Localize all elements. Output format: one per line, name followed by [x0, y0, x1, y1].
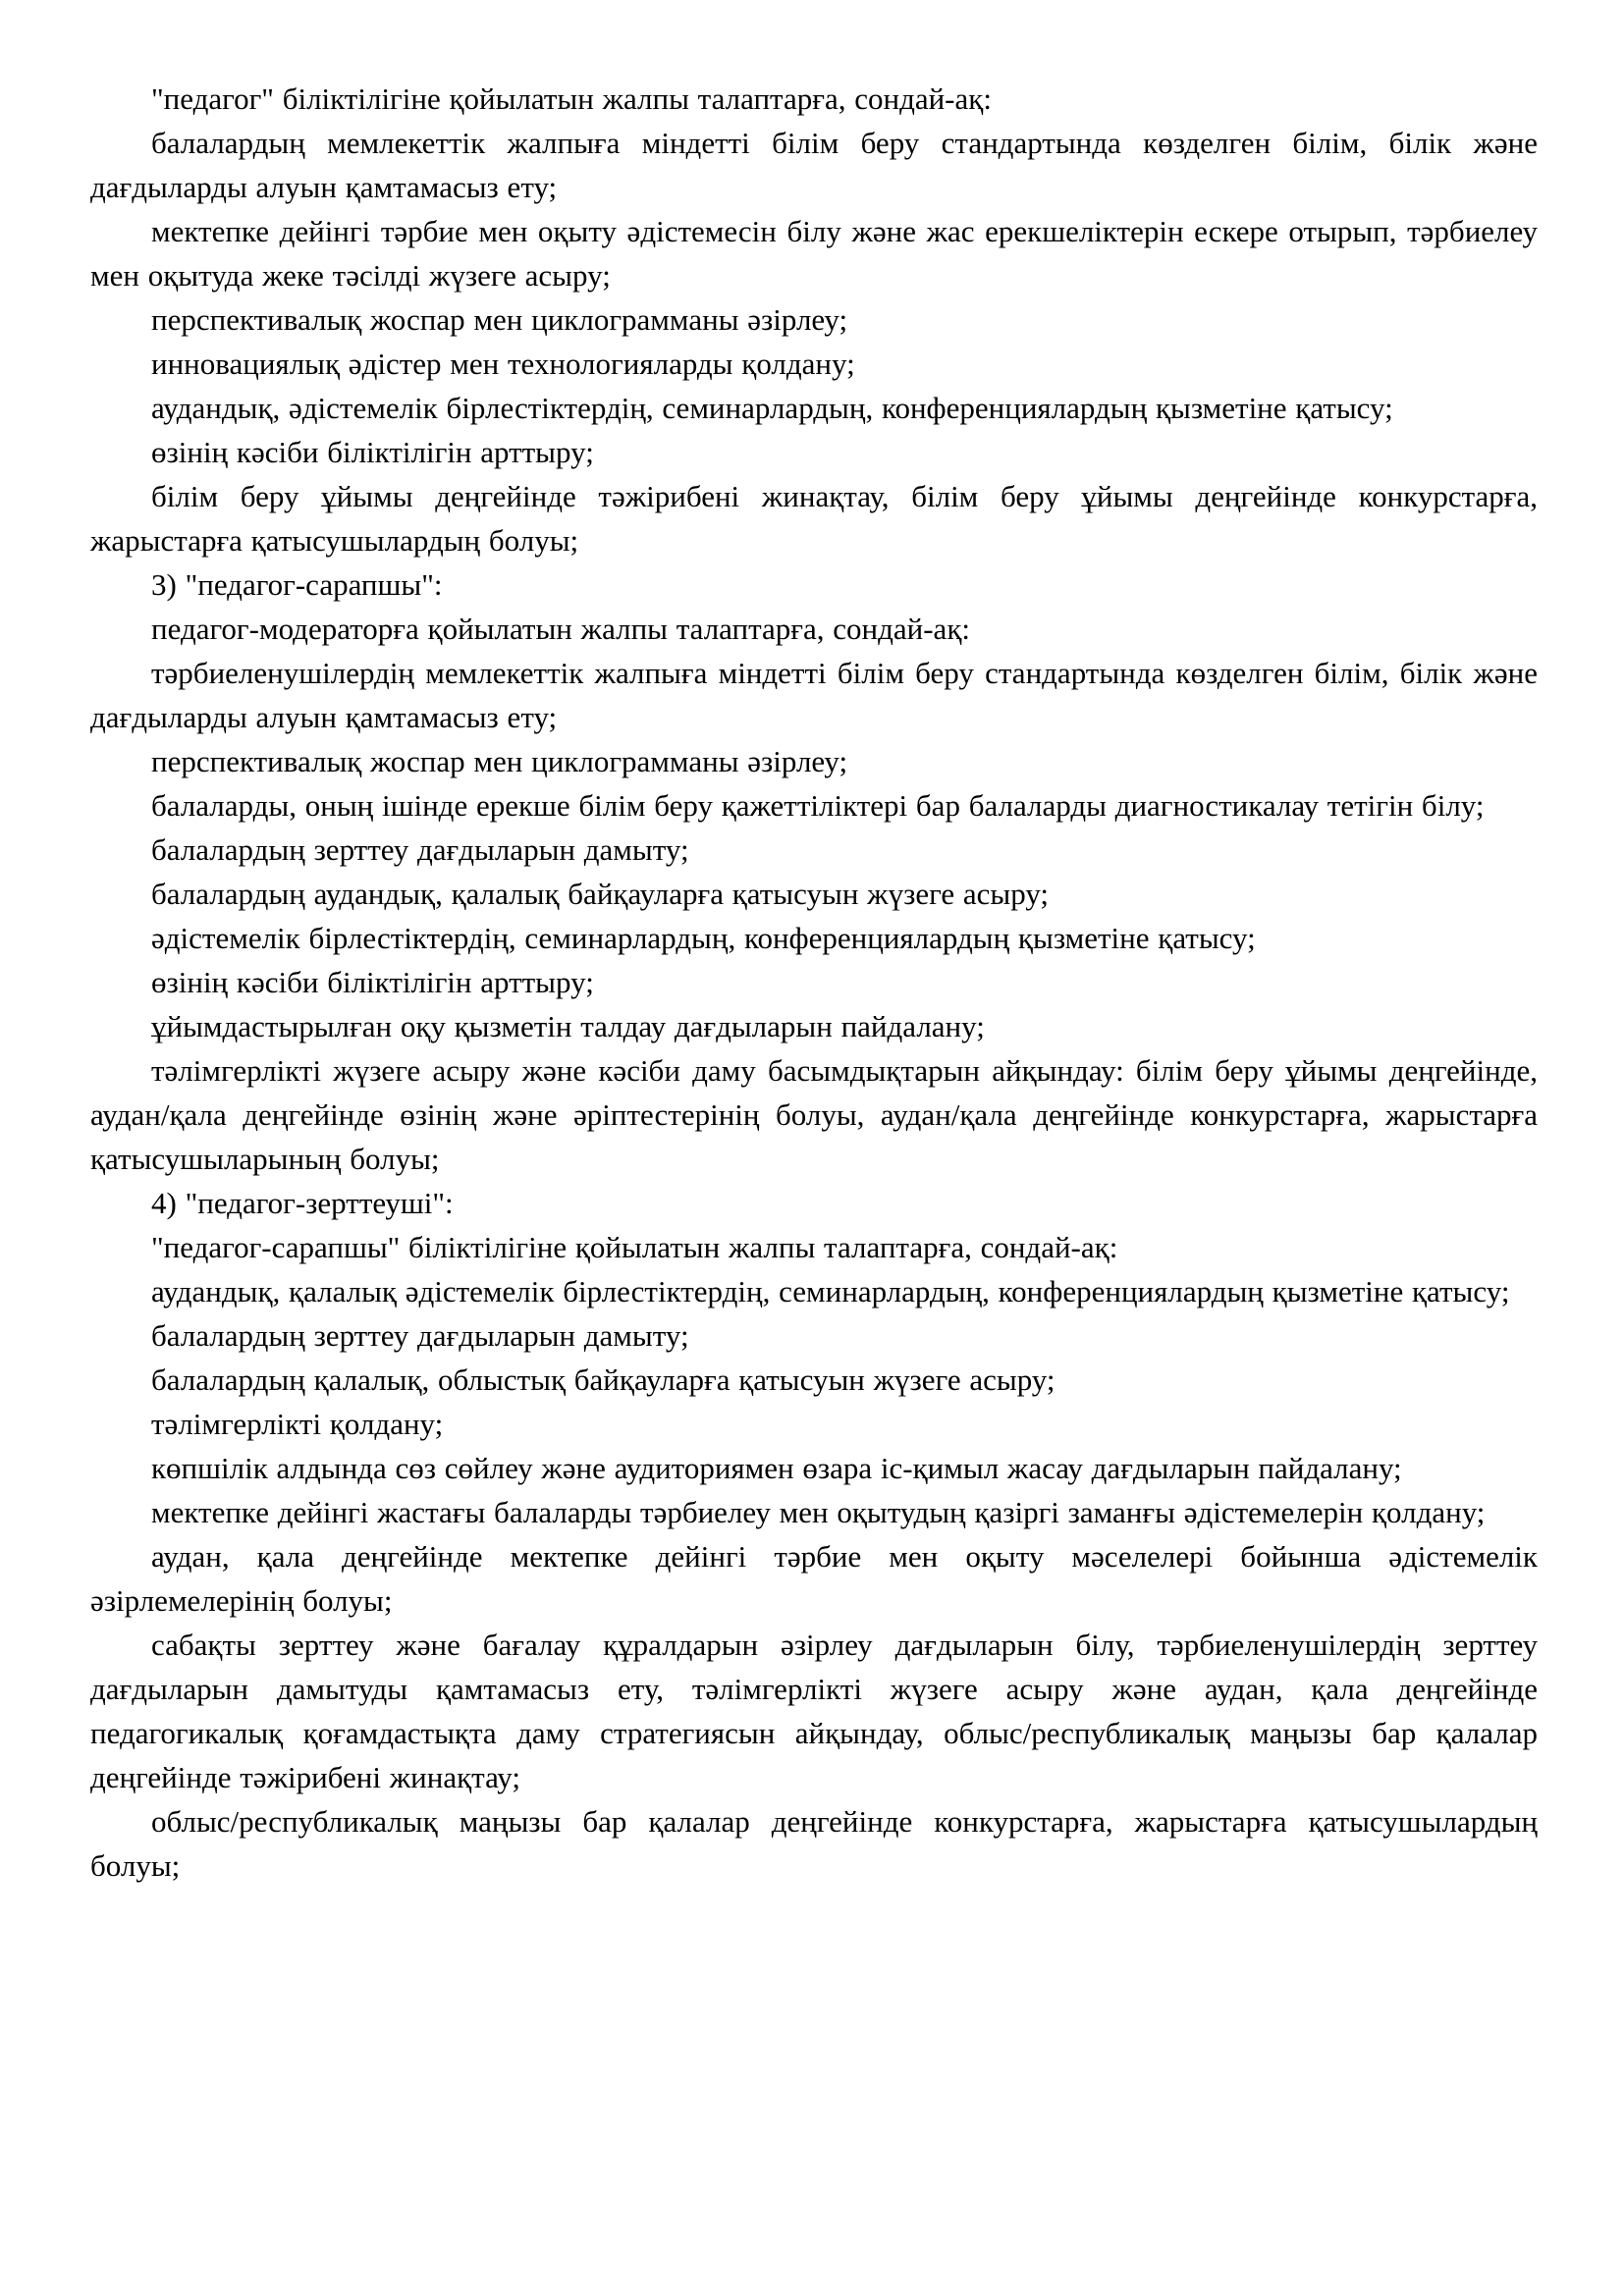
document-body [90, 77, 1538, 1888]
paragraph: көпшілік алдында сөз сөйлеу және аудиториямен өзара іс-қимыл жасау дағдыларын пайдалану; [151, 1451, 1402, 1485]
paragraph: педагог-модераторға қойылатын жалпы талаптарға, сондай-ақ: [151, 612, 970, 646]
paragraph: әдістемелік бірлестіктердің, семинарлардың, конференциялардың қызметіне қатысу; [151, 921, 1256, 955]
paragraph: инновациялық әдістер мен технологияларды қолдану; [151, 347, 855, 381]
paragraph: аудан, қала деңгейінде мектепке дейінгі тәрбие мен оқыту мәселелері бойынша әдістемелік әзірлемелерінің болуы; [90, 1539, 1538, 1618]
paragraph: аудандық, әдістемелік бірлестіктердің, семинарлардың, конференциялардың қызметіне қатысу; [151, 391, 1393, 425]
paragraph: 3) "педагог-сарапшы": [151, 567, 443, 602]
paragraph: 4) "педагог-зерттеуші": [151, 1186, 454, 1220]
paragraph: білім беру ұйымы деңгейінде тәжірибені жинақтау, білім беру ұйымы деңгейінде конкурстарға, жарыстарға қатысушылардың болуы; [90, 479, 1538, 558]
paragraph: балалардың зерттеу дағдыларын дамыту; [151, 832, 689, 867]
paragraph: өзінің кәсіби біліктілігін арттыру; [151, 965, 594, 999]
paragraph: перспективалық жоспар мен циклограмманы әзірлеу; [151, 302, 848, 337]
paragraph: облыс/республикалық маңызы бар қалалар деңгейінде конкурстарға, жарыстарға қатысушылардың болуы; [90, 1804, 1538, 1883]
paragraph: "педагог" біліктілігіне қойылатын жалпы талаптарға, сондай-ақ: [151, 81, 992, 116]
paragraph: мектепке дейінгі жастағы балаларды тәрбиелеу мен оқытудың қазіргі заманғы әдістемелерін қолдану; [151, 1495, 1486, 1529]
paragraph: балаларды, оның ішінде ерекше білім беру қажеттіліктері бар балаларды диагностикалау тетігін білу; [151, 788, 1485, 823]
paragraph: өзінің кәсіби біліктілігін арттыру; [151, 435, 594, 469]
paragraph: балалардың мемлекеттік жалпыға міндетті білім беру стандартында көзделген білім, білік және дағдыларды алуын қамтамасыз ету; [90, 126, 1538, 204]
paragraph: балалардың аудандық, қалалық байқауларға қатысуын жүзеге асыру; [151, 877, 1050, 911]
paragraph: тәрбиеленушілердің мемлекеттік жалпыға міндетті білім беру стандартында көзделген білім, білік және дағдыларды алуын қамтамасыз ету; [90, 656, 1538, 734]
paragraph: балалардың қалалық, облыстық байқауларға қатысуын жүзеге асыру; [151, 1362, 1056, 1397]
paragraph: перспективалық жоспар мен циклограмманы әзірлеу; [151, 744, 848, 778]
paragraph: ұйымдастырылған оқу қызметін талдау дағдыларын пайдалану; [151, 1009, 985, 1043]
paragraph: сабақты зерттеу және бағалау құралдарын әзірлеу дағдыларын білу, тәрбиеленушілердің зерттеу дағдыларын дамытуды қамтамасыз ету, тәлімгерлікті жүзеге асыру және аудан, қала деңгейінде педагогикалық қоғамдастықта даму стратегиясын айқындау, облыс/республикалық маңызы бар қалалар деңгейінде тәжірибені жинақтау; [90, 1628, 1538, 1794]
paragraph: "педагог-сарапшы" біліктілігіне қойылатын жалпы талаптарға, сондай-ақ: [151, 1230, 1118, 1264]
paragraph: аудандық, қалалық әдістемелік бірлестіктердің, семинарлардың, конференциялардың қызметіне қатысу; [151, 1274, 1510, 1308]
paragraph: тәлімгерлікті қолдану; [151, 1407, 444, 1441]
paragraph: мектепке дейінгі тәрбие мен оқыту әдістемесін білу және жас ерекшеліктерін ескере отырып, тәрбиелеу мен оқытуда жеке тәсілді жүзеге асыру; [90, 214, 1538, 293]
paragraph: балалардың зерттеу дағдыларын дамыту; [151, 1318, 689, 1353]
paragraph: тәлімгерлікті жүзеге асыру және кәсіби даму басымдықтарын айқындау: білім беру ұйымы деңгейінде, аудан/қала деңгейінде өзінің және әріптестерінің болуы, аудан/қала деңгейінде конкурстарға, жарыстарға қатысушыларының болуы; [90, 1053, 1538, 1176]
